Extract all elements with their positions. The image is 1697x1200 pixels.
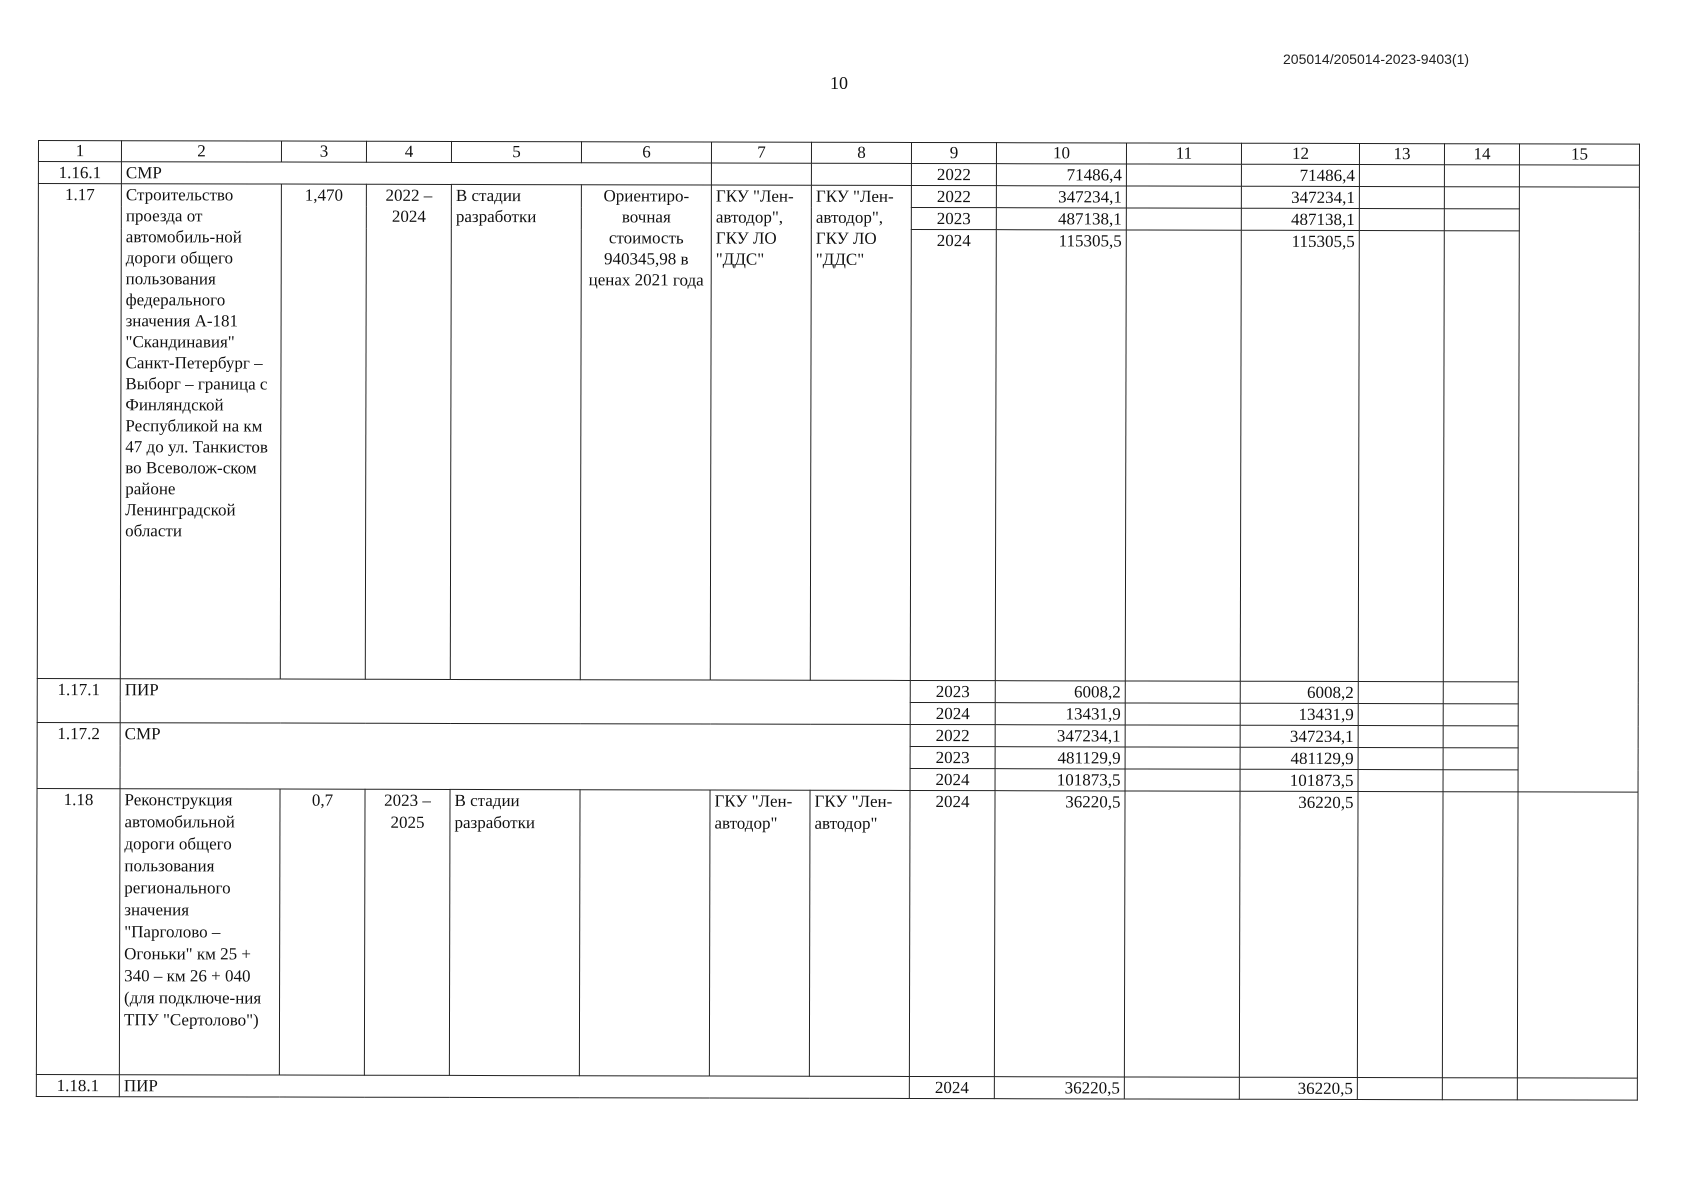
empty-cell <box>1443 770 1518 792</box>
empty-cell <box>1519 165 1639 187</box>
stage-cell: В стадии разработки <box>450 184 581 679</box>
empty-cell <box>1125 747 1240 769</box>
empty-cell <box>1358 703 1443 725</box>
empty-cell <box>1357 791 1443 1077</box>
empty-cell <box>1358 725 1443 747</box>
col-header: 2 <box>121 141 281 162</box>
col-header: 13 <box>1359 143 1444 164</box>
period-cell: 2023 – 2025 <box>364 789 450 1075</box>
empty-cell <box>1358 230 1444 681</box>
empty-cell <box>1126 186 1241 208</box>
empty-cell <box>811 163 911 185</box>
empty-cell <box>1443 726 1518 748</box>
empty-cell <box>1358 747 1443 769</box>
amount-cell: 115305,5 <box>1240 230 1359 681</box>
table-row <box>37 678 1638 704</box>
amount-cell: 6008,2 <box>1240 681 1358 703</box>
year-cell: 2023 <box>910 746 995 768</box>
empty-cell <box>1443 748 1518 770</box>
amount-cell: 347234,1 <box>1240 725 1358 747</box>
period-cell: 2022 – 2024 <box>365 184 451 679</box>
empty-cell <box>1358 769 1443 791</box>
empty-cell <box>711 163 811 185</box>
developer-cell: ГКУ "Лен-автодор", ГКУ ЛО "ДДС" <box>810 185 911 680</box>
row-number: 1.17.1 <box>37 678 120 722</box>
year-cell: 2024 <box>910 702 995 724</box>
empty-cell <box>1126 208 1241 230</box>
empty-cell <box>1444 209 1519 231</box>
row-number: 1.17 <box>37 184 121 679</box>
object-name: Реконструкция автомобильной дороги общего пользования регионального значения "Парголово – Огоньки" км 25 + 340 – км 26 + 040 (для подключе-ния ТПУ "Сертолово") <box>119 789 280 1075</box>
col-header: 15 <box>1519 144 1639 165</box>
row-label: ПИР <box>120 679 910 725</box>
year-cell: 2024 <box>910 229 996 680</box>
amount-cell: 487138,1 <box>1241 208 1359 230</box>
empty-cell <box>1359 186 1444 208</box>
empty-cell <box>1518 187 1639 792</box>
empty-cell <box>1125 681 1240 703</box>
document-number: 205014/205014-2023-9403(1) <box>1283 51 1470 67</box>
amount-cell: 71486,4 <box>1241 164 1359 186</box>
customer-cell: ГКУ "Лен-автодор", ГКУ ЛО "ДДС" <box>710 185 811 680</box>
empty-cell <box>1517 1078 1637 1100</box>
empty-cell <box>1125 769 1240 791</box>
page-number: 10 <box>830 73 848 93</box>
year-cell: 2023 <box>911 207 996 229</box>
empty-cell <box>1443 231 1519 682</box>
length-cell: 0,7 <box>279 789 365 1075</box>
row-number: 1.16.1 <box>38 162 121 184</box>
empty-cell <box>1357 1077 1442 1099</box>
empty-cell <box>1443 704 1518 726</box>
amount-cell: 347234,1 <box>1241 186 1359 208</box>
empty-cell <box>1124 1077 1239 1099</box>
empty-cell <box>1359 164 1444 186</box>
col-header: 5 <box>451 141 581 162</box>
col-header: 8 <box>811 142 911 163</box>
row-label: СМР <box>121 162 711 185</box>
empty-cell <box>1444 165 1519 187</box>
amount-cell: 36220,5 <box>994 791 1125 1077</box>
length-cell: 1,470 <box>280 184 366 679</box>
table-row <box>38 184 1639 210</box>
empty-cell <box>1359 208 1444 230</box>
table-row <box>36 1074 1637 1100</box>
empty-cell <box>1124 791 1240 1077</box>
col-header: 9 <box>911 142 996 163</box>
year-cell: 2024 <box>909 790 995 1076</box>
amount-cell: 71486,4 <box>996 164 1126 186</box>
col-header: 3 <box>281 141 366 162</box>
row-label: СМР <box>120 723 910 791</box>
amount-cell: 347234,1 <box>996 186 1126 208</box>
cost-cell: Ориентиро-вочная стоимость 940345,98 в ценах 2021 года <box>580 185 711 680</box>
empty-cell <box>1125 230 1241 681</box>
year-cell: 2024 <box>910 768 995 790</box>
col-header: 12 <box>1241 143 1359 164</box>
amount-cell: 347234,1 <box>995 725 1125 747</box>
empty-cell <box>1442 1078 1517 1100</box>
object-name: Строительство проезда от автомобиль-ной дороги общего пользования федерального значения А-181 "Скандинавия" Санкт-Петербург – Выборг – граница с Финляндской Республикой на км 47 до ул. Танкистов во Всеволож-ском районе Ленинградской области <box>120 184 281 679</box>
col-header: 10 <box>996 143 1126 164</box>
amount-cell: 101873,5 <box>1240 769 1358 791</box>
year-cell: 2022 <box>911 185 996 207</box>
table-row <box>36 788 1638 1078</box>
customer-cell: ГКУ "Лен-автодор" <box>709 790 810 1076</box>
empty-cell <box>579 790 710 1076</box>
amount-cell: 13431,9 <box>995 703 1125 725</box>
col-header: 11 <box>1126 143 1241 164</box>
year-cell: 2022 <box>911 163 996 185</box>
amount-cell: 487138,1 <box>996 208 1126 230</box>
amount-cell: 481129,9 <box>1240 747 1358 769</box>
row-number: 1.18.1 <box>36 1074 119 1096</box>
year-cell: 2023 <box>910 680 995 702</box>
col-header: 4 <box>366 141 451 162</box>
amount-cell: 36220,5 <box>994 1077 1124 1099</box>
col-header: 7 <box>711 142 811 163</box>
row-label: ПИР <box>119 1075 909 1099</box>
empty-cell <box>1517 792 1638 1078</box>
empty-cell <box>1442 792 1518 1078</box>
row-number: 1.18 <box>36 788 120 1074</box>
empty-cell <box>1125 725 1240 747</box>
stage-cell: В стадии разработки <box>449 789 580 1075</box>
col-header: 1 <box>38 141 121 162</box>
amount-cell: 115305,5 <box>995 230 1126 681</box>
developer-cell: ГКУ "Лен-автодор" <box>809 790 910 1076</box>
amount-cell: 101873,5 <box>995 769 1125 791</box>
year-cell: 2022 <box>910 724 995 746</box>
table-row <box>37 722 1638 748</box>
row-number: 1.17.2 <box>37 722 120 788</box>
empty-cell <box>1358 681 1443 703</box>
empty-cell <box>1444 187 1519 209</box>
empty-cell <box>1125 703 1240 725</box>
data-table <box>36 140 1640 1101</box>
amount-cell: 36220,5 <box>1239 1077 1357 1099</box>
amount-cell: 481129,9 <box>995 747 1125 769</box>
col-header: 6 <box>581 142 711 163</box>
amount-cell: 13431,9 <box>1240 703 1358 725</box>
empty-cell <box>1126 164 1241 186</box>
year-cell: 2024 <box>909 1076 994 1098</box>
amount-cell: 6008,2 <box>995 681 1125 703</box>
amount-cell: 36220,5 <box>1239 791 1358 1077</box>
empty-cell <box>1443 682 1518 704</box>
col-header: 14 <box>1444 144 1519 165</box>
